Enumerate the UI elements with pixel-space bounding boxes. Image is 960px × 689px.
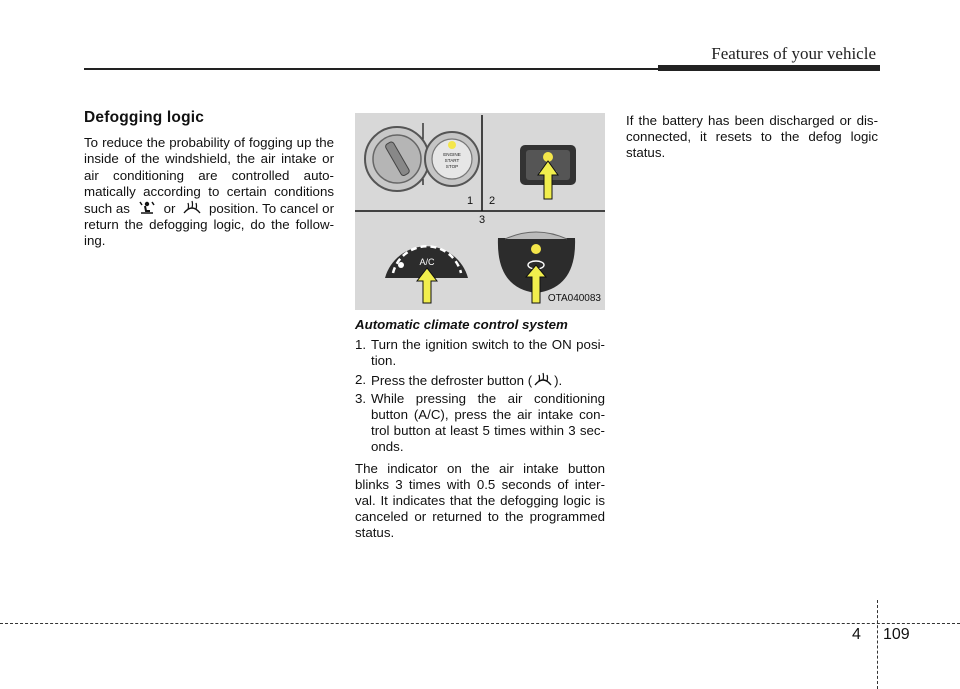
- left-column: [84, 110, 334, 258]
- intro-text-or: or: [163, 201, 176, 217]
- footer-divider: [877, 600, 878, 689]
- step-item: [355, 372, 605, 389]
- step-text: While pressing the air conditioning button (A/C), press the air intake con-trol button at least 5 times within 3 sec-onds.: [371, 390, 605, 455]
- footer-rule: [0, 623, 960, 624]
- engine-label: ENGINE: [443, 152, 461, 157]
- climate-control-subheading: Automatic climate control system: [355, 317, 568, 332]
- step-number: 2.: [355, 371, 367, 387]
- engine-start-stop-button: [425, 132, 479, 186]
- steps-list: [355, 337, 605, 455]
- ac-label: A/C: [419, 257, 435, 267]
- step-number: 3.: [355, 390, 367, 406]
- intro-text-a: To reduce the probability of fogging up the inside of the windshield, the air intake or air conditioning are controlled auto-matically according to certain conditions such as: [84, 135, 334, 217]
- step-item: [355, 337, 605, 369]
- battery-reset-paragraph: If the battery has been discharged or dis-connected, it resets to the defog logic status.: [626, 113, 878, 161]
- figure-illustration: [355, 113, 605, 310]
- intro-text-b: position. To cancel or return the defogging logic, do the follow-ing.: [84, 201, 335, 249]
- climate-control-figure: [355, 113, 605, 310]
- defrost-icon: [533, 372, 553, 388]
- floor-defrost-mode-icon: [137, 200, 157, 216]
- header-rule-accent: [658, 65, 880, 71]
- middle-column: [355, 113, 605, 550]
- step-text: [371, 372, 605, 389]
- defrost-icon: [182, 200, 202, 216]
- defogging-intro-paragraph: [84, 135, 334, 249]
- page-section-title: Features of your vehicle: [711, 44, 876, 63]
- figure-code: OTA040083: [547, 292, 601, 304]
- chapter-number: 4: [852, 626, 861, 643]
- step-text-b: ).: [554, 372, 563, 388]
- step-item: [355, 391, 605, 456]
- figure-label-3: 3: [479, 214, 486, 226]
- step-text: Turn the ignition switch to the ON posi-tion.: [371, 337, 605, 369]
- figure-label-1: 1: [467, 195, 474, 207]
- figure-label-2: 2: [489, 195, 496, 207]
- step-number: 1.: [355, 337, 367, 353]
- stop-label: STOP: [445, 164, 459, 169]
- indicator-paragraph: The indicator on the air intake button blinks 3 times with 0.5 seconds of inter-val. It indicates that the defogging logic is canceled or returned to the programmed status.: [355, 460, 605, 541]
- right-column: [626, 113, 878, 170]
- page-number: 109: [883, 626, 910, 643]
- step-text-a: Press the defroster button (: [371, 372, 533, 388]
- start-label: START: [444, 158, 460, 163]
- ignition-key-illustration: [365, 127, 429, 191]
- section-heading: Defogging logic: [84, 109, 205, 126]
